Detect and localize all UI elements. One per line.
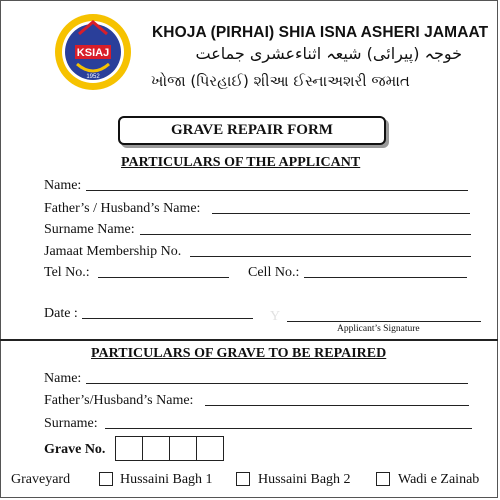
grave-no-box[interactable] [169,436,197,461]
logo-year: 1952 [86,74,100,80]
cell-field[interactable] [304,277,467,278]
applicant-father-field[interactable] [212,213,470,214]
hussaini-bagh-2-checkbox[interactable] [236,472,250,486]
grave-no-box[interactable] [196,436,224,461]
section-divider [0,339,498,341]
applicant-father-label: Father’s / Husband’s Name: [44,201,201,216]
cell-label: Cell No.: [248,265,300,280]
jamaat-logo [53,12,133,92]
tel-label: Tel No.: [44,265,90,280]
grave-name-label: Name: [44,371,82,386]
applicant-heading: PARTICULARS OF THE APPLICANT [121,155,361,170]
tel-field[interactable] [98,277,229,278]
hussaini-bagh-1-checkbox[interactable] [99,472,113,486]
grave-no-label: Grave No. [44,442,106,457]
graveyard-label: Graveyard [11,472,71,487]
applicant-name-label: Name: [44,178,82,193]
applicant-surname-field[interactable] [140,234,471,235]
date-field[interactable] [82,318,253,319]
applicant-name-field[interactable] [86,190,468,191]
org-name-gujarati: ખોજા (પિરહાઈ) શીઆ ઈસ્નાઅશરી જમાત [151,72,410,90]
hussaini-bagh-1-label: Hussaini Bagh 1 [120,472,213,487]
grave-no-box[interactable] [142,436,170,461]
grave-no-boxes [115,436,224,461]
org-name-english: KHOJA (PIRHAI) SHIA ISNA ASHERI JAMAAT [152,24,489,41]
form-title: GRAVE REPAIR FORM [118,116,386,145]
signature-caption: Applicant’s Signature [337,324,420,334]
grave-surname-label: Surname: [44,416,98,431]
grave-heading: PARTICULARS OF GRAVE TO BE REPAIRED [91,346,387,361]
wadi-e-zainab-label: Wadi e Zainab [398,472,480,487]
logo-text: KSIAJ [76,47,110,59]
wadi-e-zainab-checkbox[interactable] [376,472,390,486]
org-name-urdu: خوجہ (پیرائی) شیعہ اثناءعشری جماعت [195,44,462,63]
membership-label: Jamaat Membership No. [44,244,182,259]
signature-field[interactable] [287,321,481,322]
date-label: Date : [44,306,78,321]
grave-father-field[interactable] [205,405,469,406]
watermark-mark: Y [270,309,281,324]
applicant-surname-label: Surname Name: [44,222,135,237]
membership-field[interactable] [190,256,471,257]
grave-surname-field[interactable] [105,428,472,429]
grave-name-field[interactable] [86,383,468,384]
hussaini-bagh-2-label: Hussaini Bagh 2 [258,472,351,487]
grave-no-box[interactable] [115,436,143,461]
grave-father-label: Father’s/Husband’s Name: [44,393,194,408]
